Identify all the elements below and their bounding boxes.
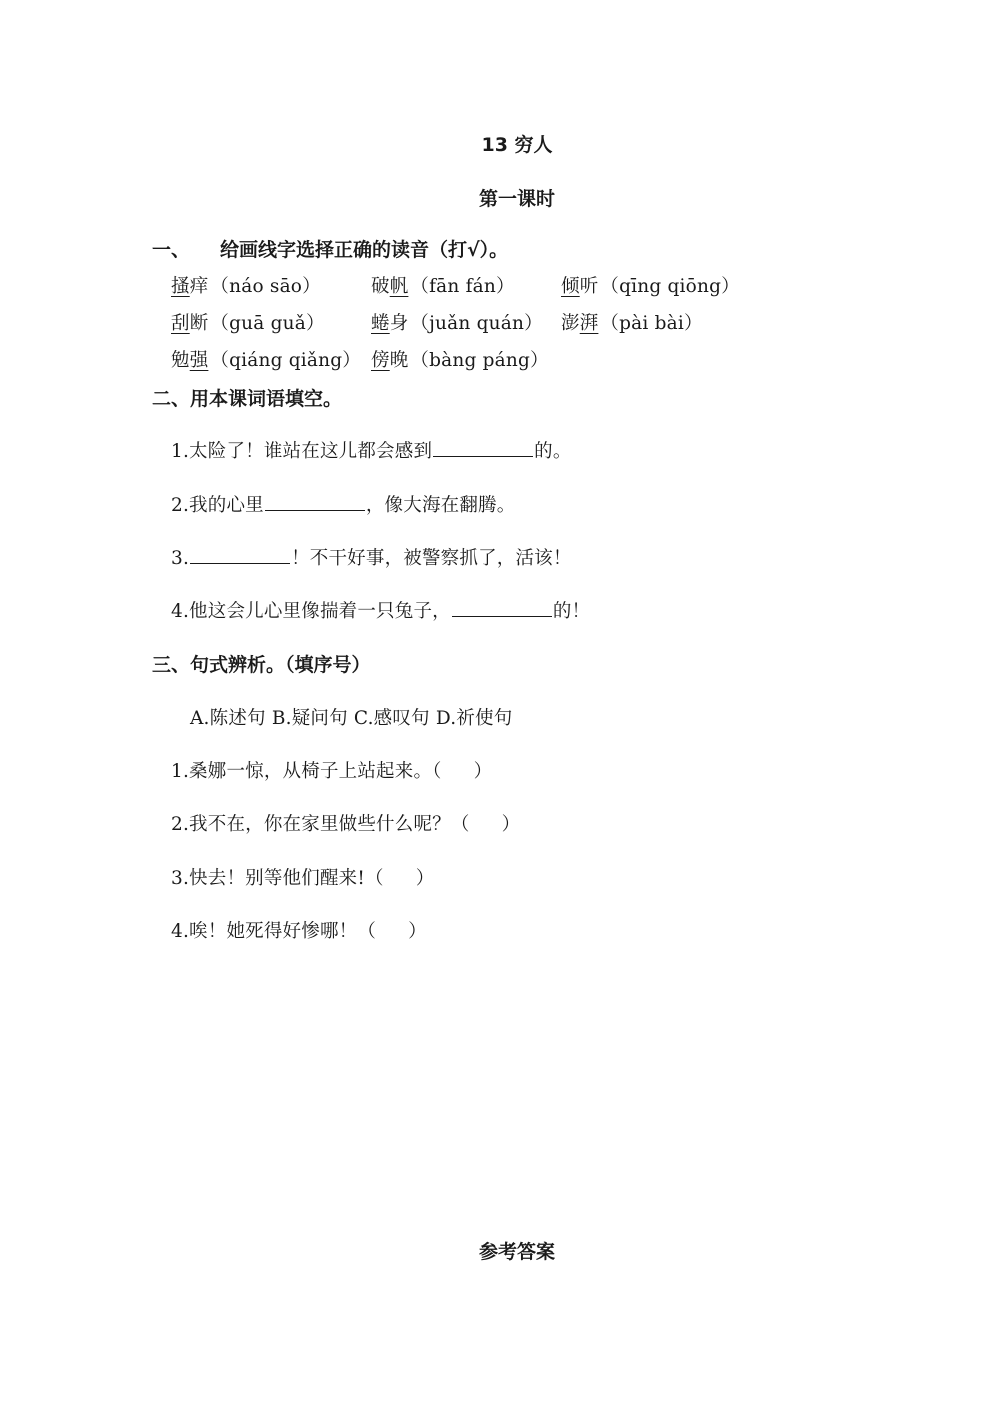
section-1-number: 一、: [152, 239, 191, 261]
section-1-text: 给画线字选择正确的读音（打√）。: [220, 239, 509, 261]
page-subtitle: 第一课时: [478, 188, 555, 210]
pinyin-item: 刮断 （guā guǎ）: [171, 313, 325, 334]
fill-question: 4.他这会儿心里像揣着一只兔子， 的！: [171, 601, 591, 622]
page-title: 13 穷人: [481, 134, 553, 156]
answer-blank[interactable]: [190, 562, 290, 564]
section-2-heading: 二、用本课词语填空。: [152, 388, 343, 410]
pinyin-item: 澎湃 （pài bài）: [561, 313, 703, 334]
pinyin-item: 勉强 （qiáng qiǎng）: [171, 350, 361, 371]
pinyin-item: 破帆 （fān fán）: [371, 276, 515, 297]
fill-question: 1.太险了！谁站在这儿都会感到 的。: [171, 441, 572, 462]
section-3-heading: 三、句式辨析。（填序号）: [152, 654, 371, 676]
choice-question: 3.快去！别等他们醒来!（ ）: [171, 868, 435, 889]
pinyin-item: 傍晚 （bàng páng）: [371, 350, 549, 371]
answer-blank[interactable]: [265, 509, 365, 511]
choice-question: 1.桑娜一惊，从椅子上站起来。（ ）: [171, 761, 493, 782]
fill-question: 3. ！不干好事，被警察抓了，活该！: [171, 548, 572, 569]
answer-blank[interactable]: [433, 455, 533, 457]
fill-question: 2.我的心里 ，像大海在翻腾。: [171, 495, 516, 516]
answer-key-title: 参考答案: [478, 1241, 555, 1263]
pinyin-item: 蜷身 （juǎn quán）: [371, 313, 543, 334]
answer-blank[interactable]: [452, 615, 552, 617]
section-1-heading: [152, 235, 508, 262]
pinyin-item: 搔痒 （náo sāo）: [171, 276, 321, 297]
sentence-type-options: A.陈述句 B.疑问句 C.感叹句 D.祈使句: [190, 708, 513, 729]
choice-question: 2.我不在，你在家里做些什么呢？（ ）: [171, 814, 521, 835]
choice-question: 4.唉！她死得好惨哪！（ ）: [171, 921, 427, 942]
pinyin-item: 倾听 （qīng qiōng）: [561, 276, 740, 297]
